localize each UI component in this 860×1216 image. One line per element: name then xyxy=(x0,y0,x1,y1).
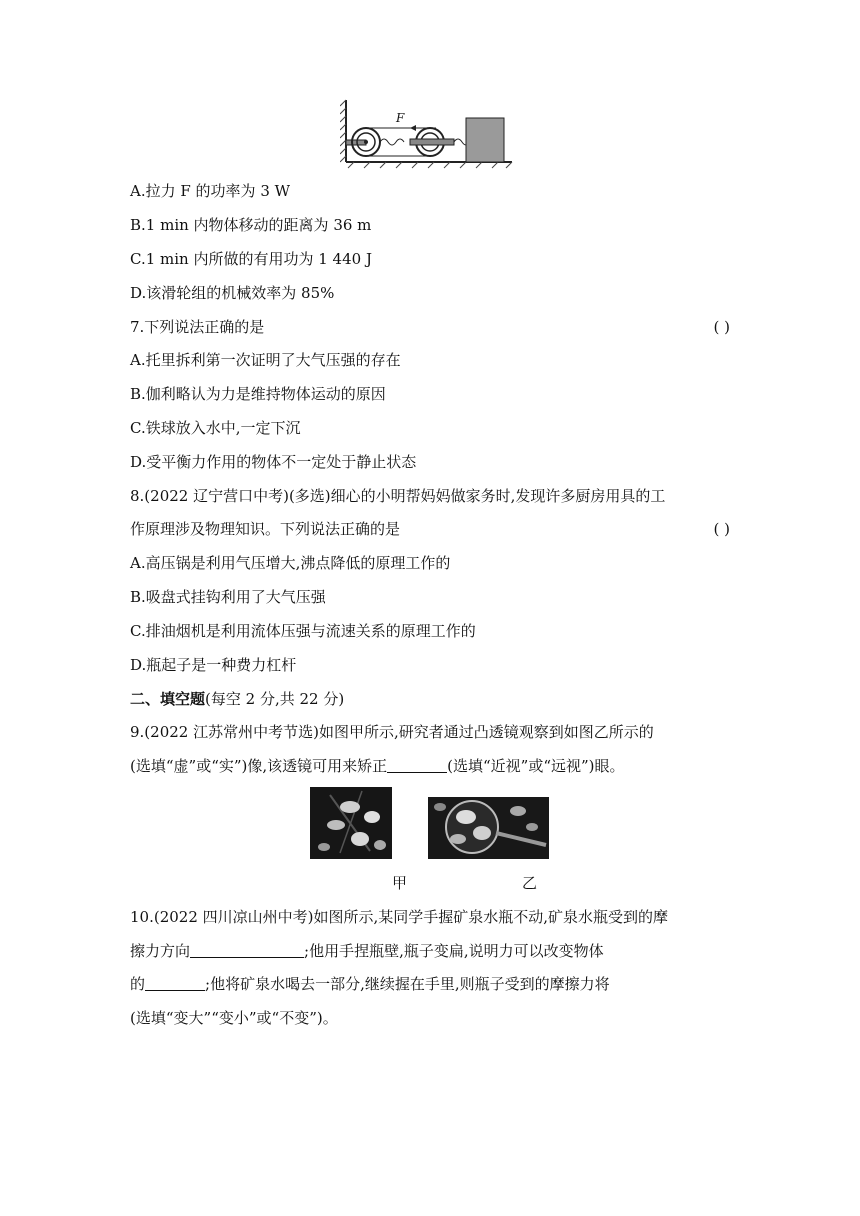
q10-line2-part1: 擦力方向 xyxy=(130,942,191,960)
q7-option-b: B.伽利略认为力是维持物体运动的原因 xyxy=(130,385,386,403)
q10-blank-1 xyxy=(190,943,304,958)
q10-line3 xyxy=(130,974,730,994)
q9-line2 xyxy=(130,756,730,776)
q7-stem-line xyxy=(130,317,730,337)
caption-jia: 甲 xyxy=(392,874,408,892)
q9-blank-2 xyxy=(387,758,447,773)
q7-option-d: D.受平衡力作用的物体不一定处于静止状态 xyxy=(130,453,417,471)
section-note: (每空 2 分,共 22 分) xyxy=(205,690,345,708)
q8-option-b: B.吸盘式挂钩利用了大气压强 xyxy=(130,588,326,606)
q10-line1: 10.(2022 四川凉山州中考)如图所示,某同学手握矿泉水瓶不动,矿泉水瓶受到的摩 xyxy=(130,908,669,926)
section-title: 二、填空题 xyxy=(130,690,206,708)
q8-option-d: D.瓶起子是一种费力杠杆 xyxy=(130,656,297,674)
q9-line2-part2: (选填“近视”或“远视”)眼。 xyxy=(447,757,625,775)
q6-option-a: A.拉力 F 的功率为 3 W xyxy=(130,182,291,200)
q7-stem: 7.下列说法正确的是 xyxy=(130,318,265,336)
q6-option-c: C.1 min 内所做的有用功为 1 440 J xyxy=(130,250,372,268)
q8-option-a: A.高压锅是利用气压增大,沸点降低的原理工作的 xyxy=(130,554,451,572)
lens-photo-yi xyxy=(428,797,549,859)
q8-answer-paren: ( ) xyxy=(713,520,730,538)
q7-option-c: C.铁球放入水中,一定下沉 xyxy=(130,419,301,437)
q9-line1: 9.(2022 江苏常州中考节选)如图甲所示,研究者通过凸透镜观察到如图乙所示的 xyxy=(130,723,654,741)
q7-option-a: A.托里拆利第一次证明了大气压强的存在 xyxy=(130,351,401,369)
q8-stem-line2-row xyxy=(130,519,730,539)
force-label: F xyxy=(396,111,405,125)
q7-answer-paren: ( ) xyxy=(713,318,730,336)
q10-line4: (选填“变大”“变小”或“不变”)。 xyxy=(130,1009,338,1027)
q10-line3-part1: 的 xyxy=(130,975,146,993)
lens-photo-jia xyxy=(310,787,392,859)
q10-line2-part2: ;他用手捏瓶壁,瓶子变扁,说明力可以改变物体 xyxy=(304,942,604,960)
q8-stem-line2: 作原理涉及物理知识。下列说法正确的是 xyxy=(130,520,401,538)
section-heading xyxy=(130,689,730,709)
q6-option-d: D.该滑轮组的机械效率为 85% xyxy=(130,284,335,302)
pulley-figure xyxy=(340,98,515,170)
q10-line3-part2: ;他将矿泉水喝去一部分,继续握在手里,则瓶子受到的摩擦力将 xyxy=(205,975,610,993)
caption-yi: 乙 xyxy=(522,874,538,892)
q9-line2-part1: (选填“虚”或“实”)像,该透镜可用来矫正 xyxy=(130,757,388,775)
q10-line2 xyxy=(130,941,730,961)
q6-option-b: B.1 min 内物体移动的距离为 36 m xyxy=(130,216,372,234)
q10-blank-2 xyxy=(145,976,205,991)
q8-option-c: C.排油烟机是利用流体压强与流速关系的原理工作的 xyxy=(130,622,476,640)
q8-stem-line1: 8.(2022 辽宁营口中考)(多选)细心的小明帮妈妈做家务时,发现许多厨房用具的工 xyxy=(130,487,666,505)
